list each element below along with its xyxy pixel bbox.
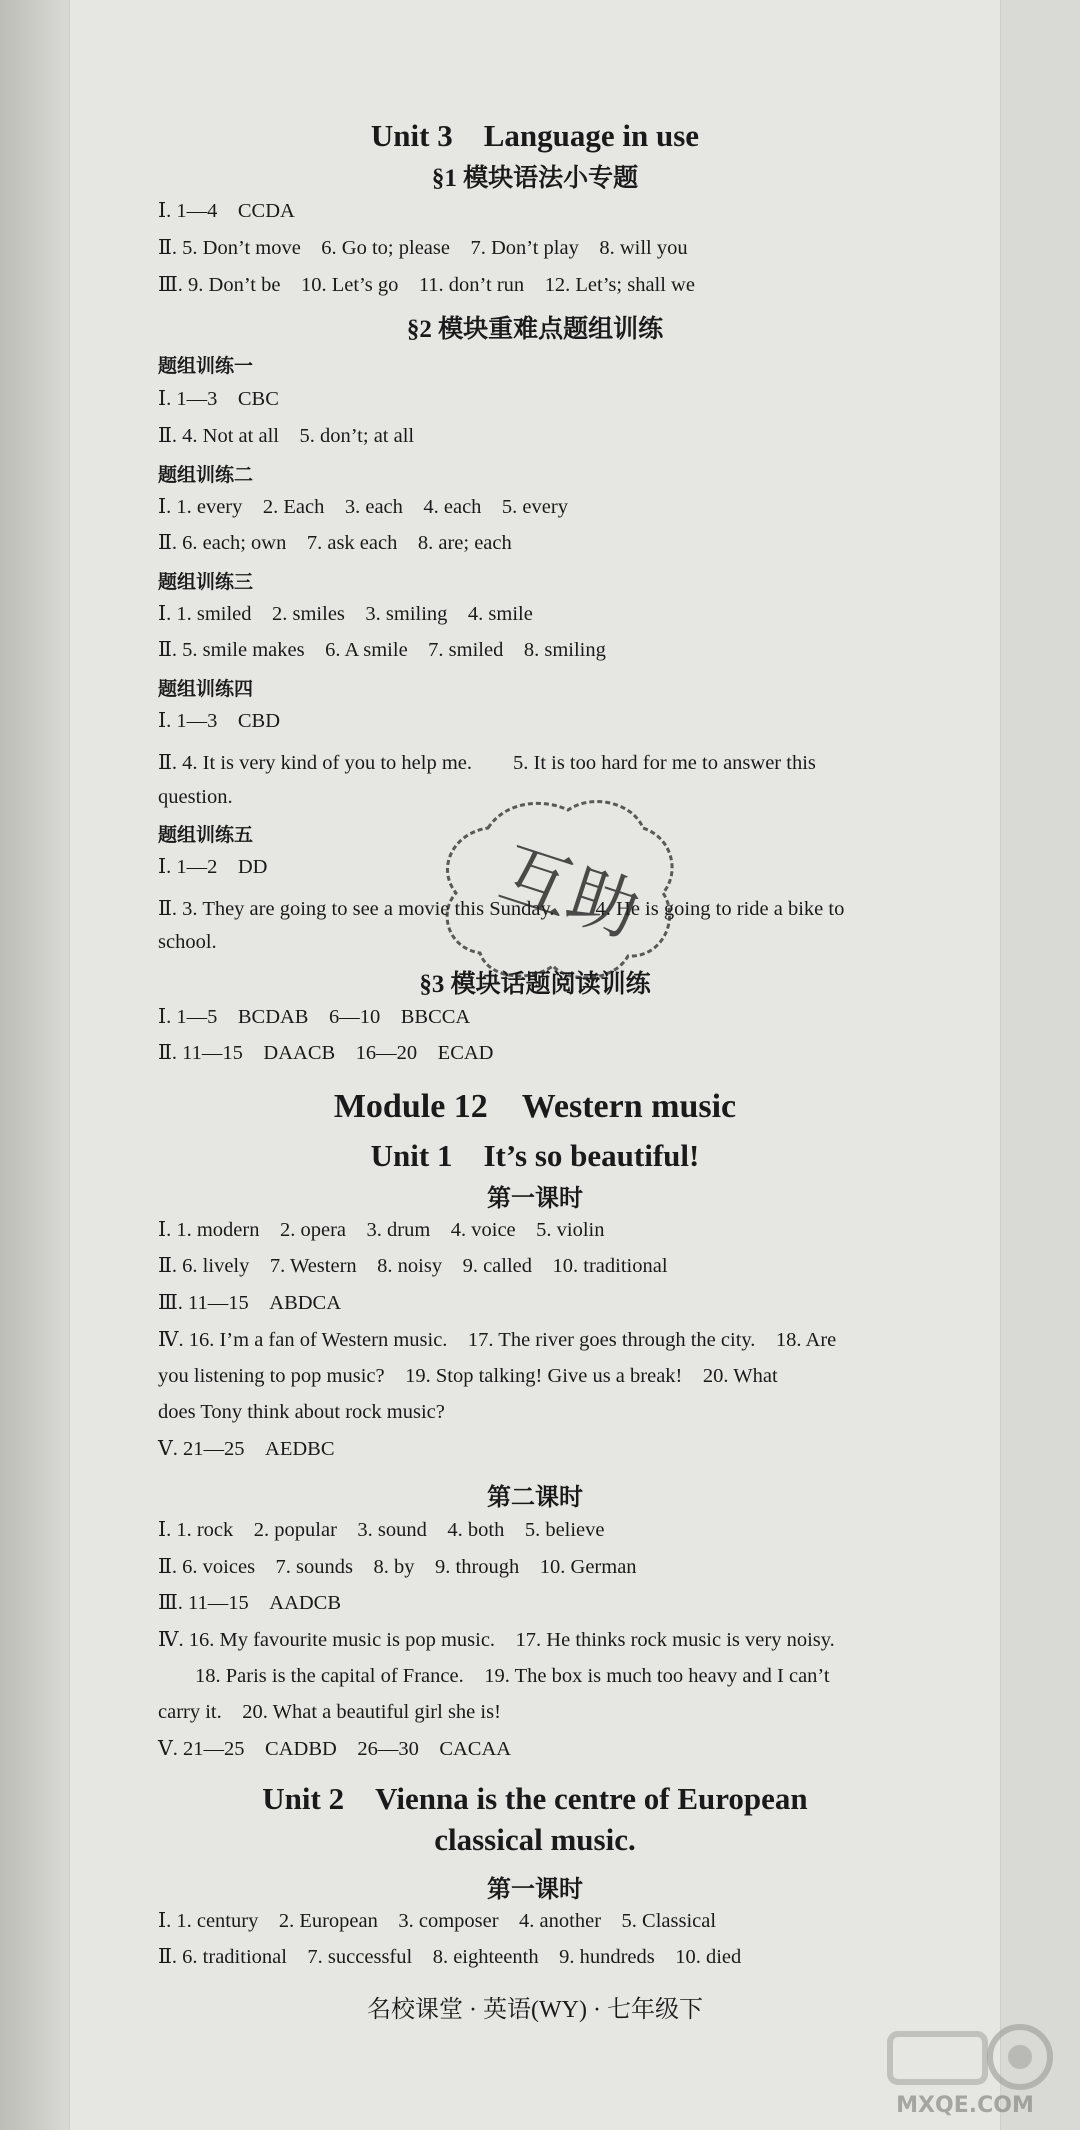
answer-line: Ⅲ. 11—15 ABDCA [158,1292,342,1314]
answer-line: Ⅱ. 5. smile makes 6. A smile 7. smiled 8. smiling [158,639,606,661]
answer-line: Ⅰ. 1. modern 2. opera 3. drum 4. voice 5. violin [158,1219,605,1241]
answer-line: Ⅰ. 1. century 2. European 3. composer 4. another 5. Classical [158,1910,717,1932]
lesson-title: 第一课时 [487,1186,583,1212]
stamp-text: 互助 [490,831,650,953]
answer-line: Ⅰ. 1. smiled 2. smiles 3. smiling 4. smile [158,603,533,625]
answer-line: Ⅱ. 5. Don’t move 6. Go to; please 7. Don’t play 8. will you [158,237,688,259]
unit2-title-line1: Unit 2 Vienna is the centre of European [262,1781,808,1816]
lesson-title: 第二课时 [487,1485,583,1511]
answer-line: Ⅰ. 1. rock 2. popular 3. sound 4. both 5. believe [158,1519,605,1541]
page-binding-edge [0,0,70,2130]
answer-line: Ⅱ. 3. They are going to see a movie this Sunday. 4. He is going to ride a bike to [158,898,845,920]
page-footer: 名校课堂 · 英语(WY) · 七年级下 [367,1997,703,2023]
answer-line: Ⅱ. 11—15 DAACB 16—20 ECAD [158,1042,494,1064]
answer-line: does Tony think about rock music? [158,1401,445,1423]
answer-line: Ⅱ. 4. It is very kind of you to help me. 5. It is too hard for me to answer this [158,752,816,774]
group-heading: 题组训练五 [158,824,254,846]
answer-line: Ⅱ. 4. Not at all 5. don’t; at all [158,425,415,447]
unit1-title: Unit 1 It’s so beautiful! [370,1138,700,1173]
answer-line: Ⅱ. 6. voices 7. sounds 8. by 9. through 10. German [158,1556,637,1578]
answer-line: Ⅰ. 1—3 CBD [158,710,280,732]
answer-line: carry it. 20. What a beautiful girl she is! [158,1701,501,1723]
answer-line: Ⅳ. 16. My favourite music is pop music. 17. He thinks rock music is very noisy. [158,1629,835,1651]
lesson-title: 第一课时 [487,1877,583,1903]
group-heading: 题组训练三 [158,571,254,593]
answer-line: school. [158,931,217,953]
section3-title: §3 模块话题阅读训练 [419,971,651,998]
watermark-logo-icon [870,2012,1060,2122]
watermark-text: MXQE.COM [896,2093,1034,2118]
answer-line: Ⅰ. 1—2 DD [158,856,268,878]
answer-line: Ⅱ. 6. lively 7. Western 8. noisy 9. called 10. traditional [158,1255,668,1277]
answer-line: Ⅱ. 6. traditional 7. successful 8. eighteenth 9. hundreds 10. died [158,1946,742,1968]
answer-line: Ⅰ. 1. every 2. Each 3. each 4. each 5. every [158,496,568,518]
group-heading: 题组训练二 [158,464,254,486]
group-heading: 题组训练一 [158,355,254,377]
module12-title: Module 12 Western music [333,1088,737,1125]
group-heading: 题组训练四 [158,678,254,700]
stamp-seal-icon [418,788,690,988]
answer-line: question. [158,786,233,808]
answer-line: Ⅰ. 1—3 CBC [158,388,279,410]
unit3-title: Unit 3 Language in use [370,118,700,153]
unit2-title-line2: classical music. [434,1822,636,1857]
section2-title: §2 模块重难点题组训练 [406,316,664,343]
answer-line: Ⅰ. 1—4 CCDA [158,200,295,222]
answer-line: Ⅱ. 6. each; own 7. ask each 8. are; each [158,532,512,554]
section1-title: §1 模块语法小专题 [431,165,639,192]
answer-line: Ⅲ. 9. Don’t be 10. Let’s go 11. don’t run 12. Let’s; shall we [158,274,695,296]
answer-line: 18. Paris is the capital of France. 19. The box is much too heavy and I can’t [195,1665,830,1687]
answer-line: Ⅴ. 21—25 AEDBC [158,1438,335,1460]
answer-line: Ⅴ. 21—25 CADBD 26—30 CACAA [158,1738,512,1760]
answer-line: you listening to pop music? 19. Stop talking! Give us a break! 20. What [158,1365,778,1387]
answer-line: Ⅲ. 11—15 AADCB [158,1592,342,1614]
answer-line: Ⅳ. 16. I’m a fan of Western music. 17. The river goes through the city. 18. Are [158,1329,837,1351]
answer-line: Ⅰ. 1—5 BCDAB 6—10 BBCCA [158,1006,471,1028]
